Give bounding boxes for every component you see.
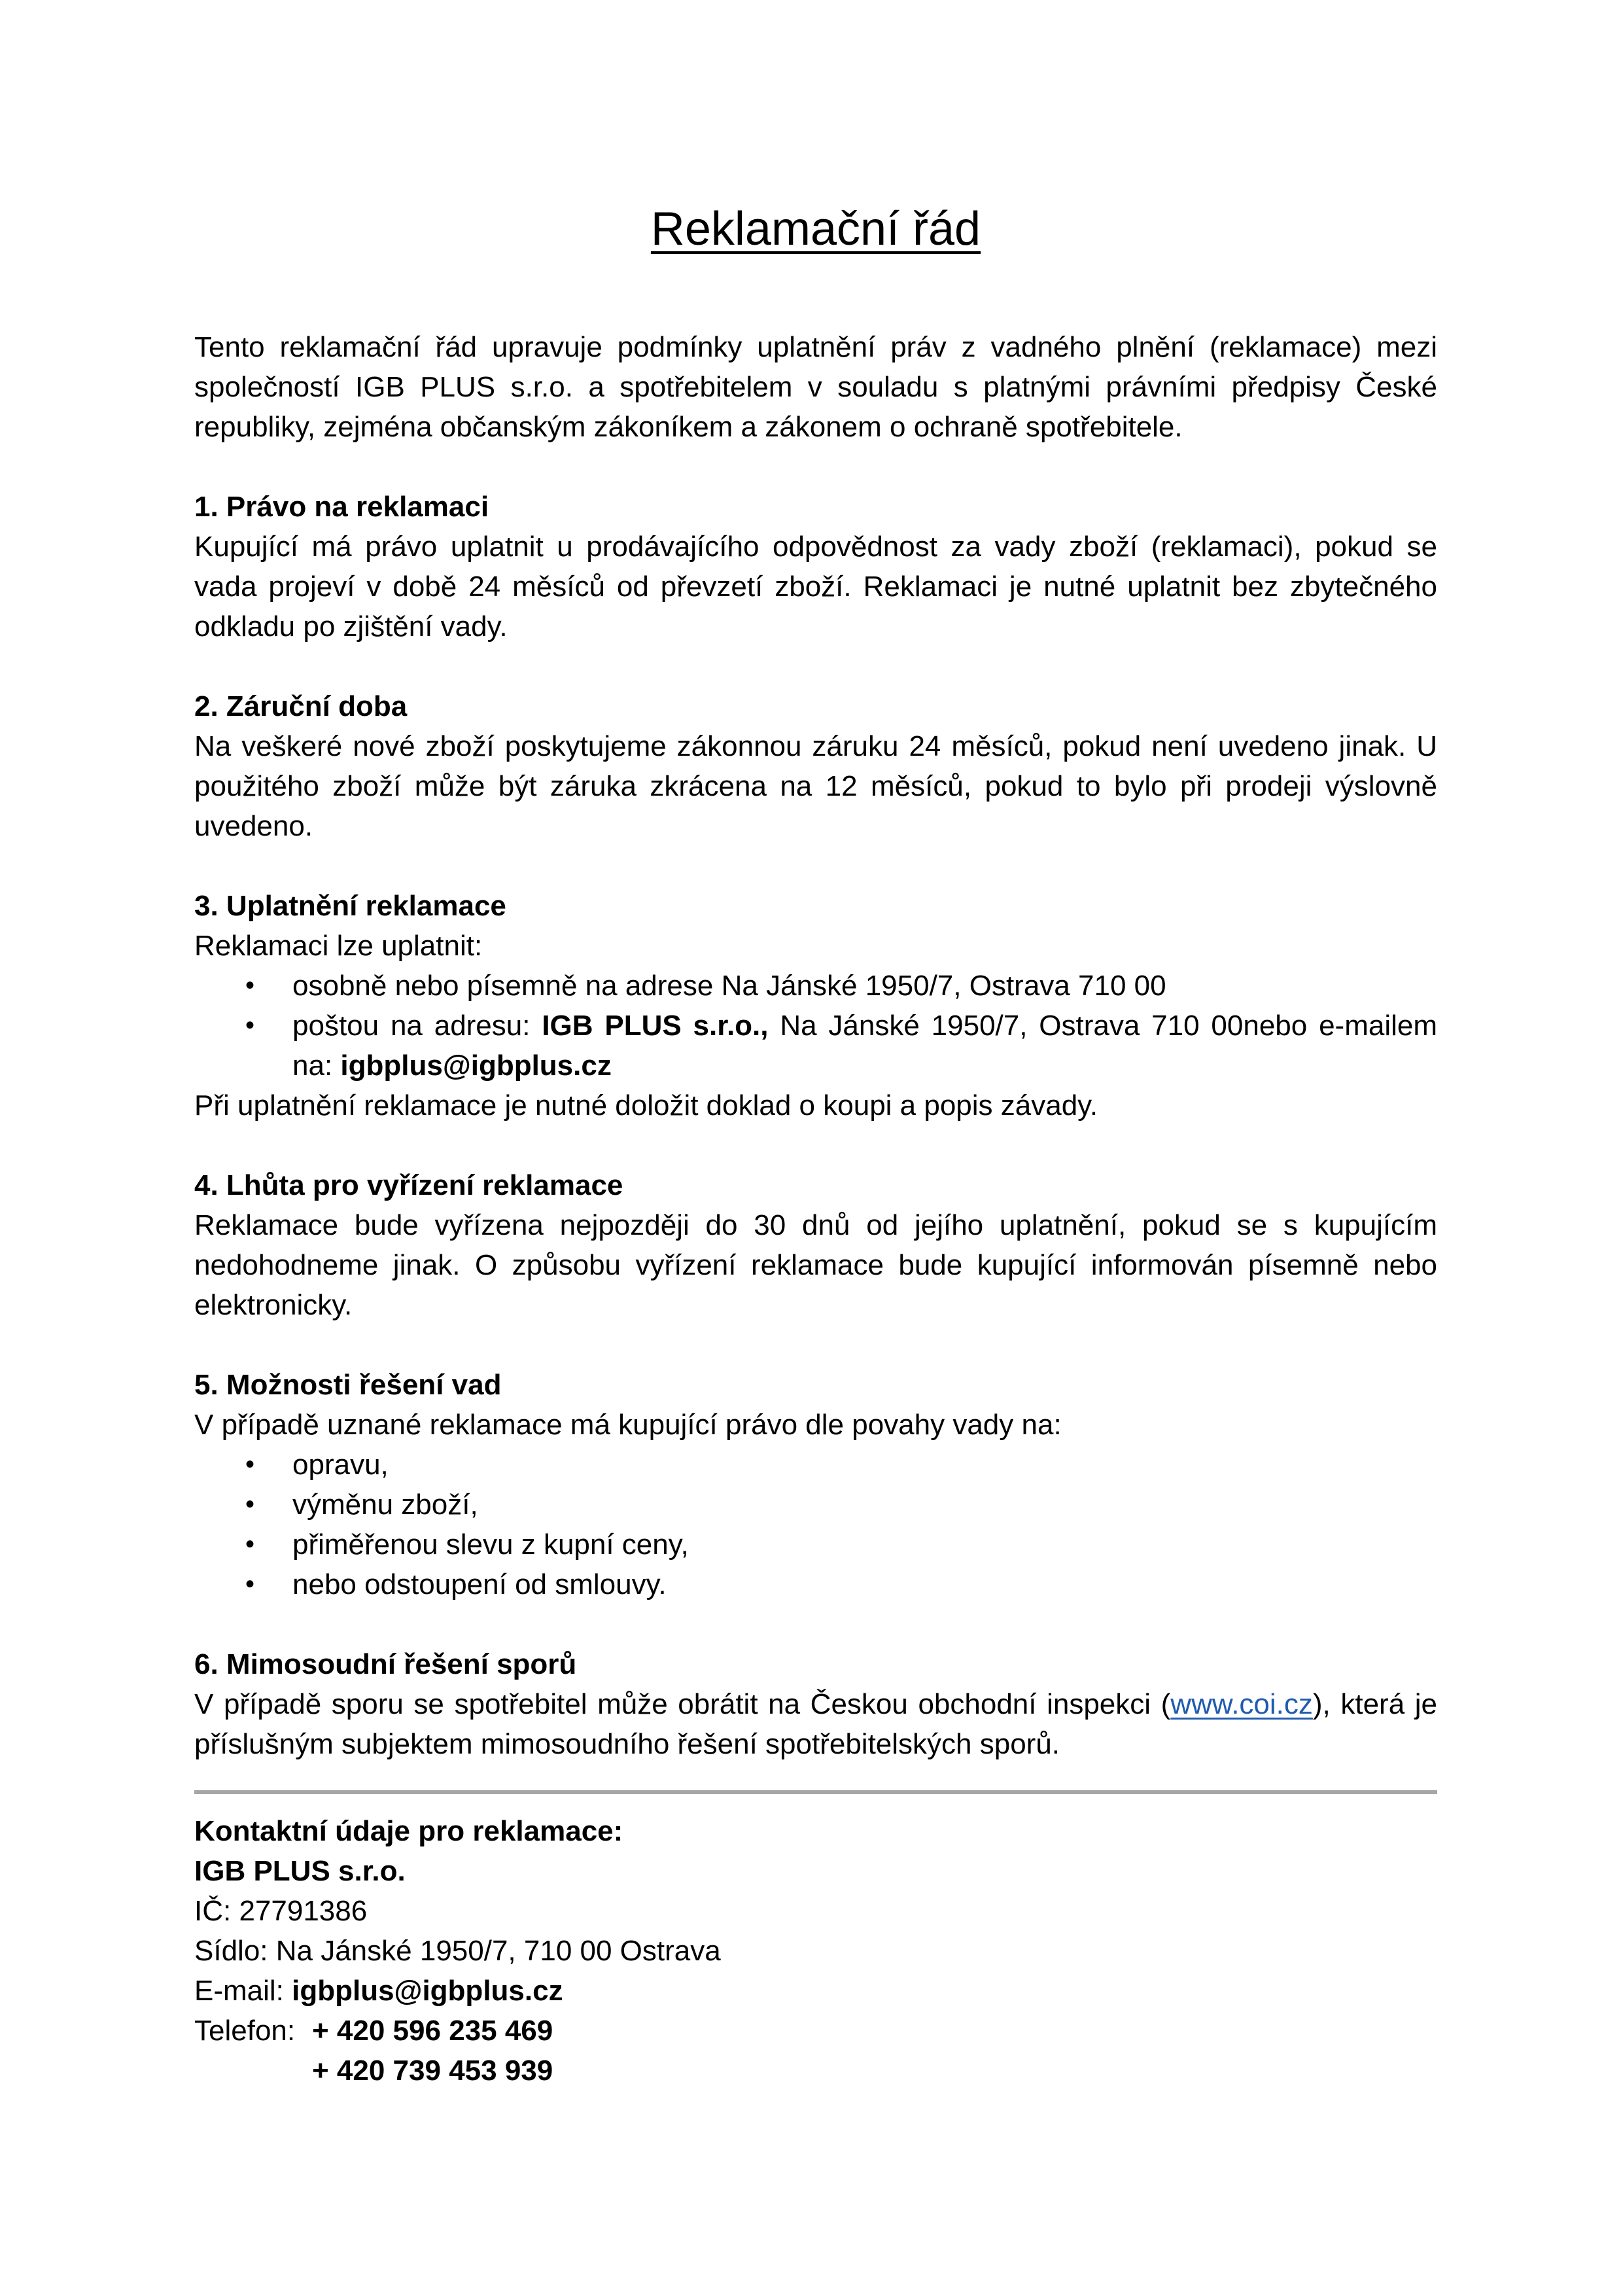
contact-email-value: igbplus@igbplus.cz (292, 1975, 563, 2007)
section-heading: 5. Možnosti řešení vad (194, 1369, 502, 1401)
contact-address: Sídlo: Na Jánské 1950/7, 710 00 Ostrava (194, 1935, 721, 1967)
contact-phone (194, 2011, 1437, 2091)
contact-company: IGB PLUS s.r.o. (194, 1855, 406, 1887)
section-text: Reklamaci lze uplatnit: (194, 930, 483, 962)
section-6 (194, 1644, 1437, 1764)
section-text: Kupující má právo uplatnit u prodávajícího odpovědnost za vady zboží (reklamaci), pokud se vada projeví v době 24 měsíců od převzetí zboží. Reklamaci je nutné uplatnit bez zbytečného odkladu po zjištění vady. (194, 531, 1437, 643)
list-item: • poštou na adresu: IGB PLUS s.r.o., Na Jánské 1950/7, Ostrava 710 00nebo e-mailem na: igbplus@igbplus.cz (194, 1006, 1437, 1086)
email-address: igbplus@igbplus.cz (340, 1050, 612, 1082)
company-name: IGB PLUS s.r.o., (542, 1010, 769, 1042)
section-5 (194, 1365, 1437, 1604)
section-note: Při uplatnění reklamace je nutné doložit doklad o koupi a popis závady. (194, 1089, 1098, 1122)
section-text: Reklamace bude vyřízena nejpozději do 30 dnů od jejího uplatnění, pokud se s kupujícím nedohodneme jinak. O způsobu vyřízení reklamace bude kupující informován písemně nebo elektronicky. (194, 1209, 1437, 1321)
list-item: • výměnu zboží, (194, 1485, 1437, 1525)
section-heading: 3. Uplatnění reklamace (194, 890, 506, 922)
list-item: • nebo odstoupení od smlouvy. (194, 1564, 1437, 1604)
section-1 (194, 487, 1437, 646)
section-heading: 2. Záruční doba (194, 690, 408, 722)
divider (194, 1790, 1437, 1794)
section-4 (194, 1165, 1437, 1325)
document-body (194, 327, 1437, 2091)
section-heading: 4. Lhůta pro vyřízení reklamace (194, 1169, 623, 1201)
phone-numbers (312, 2011, 553, 2091)
section-text: V případě sporu se spotřebitel může obrátit na Českou obchodní inspekci (www.coi.cz), která je příslušným subjektem mimosoudního řešení spotřebitelských sporů. (194, 1688, 1438, 1760)
phone-number: + 420 739 453 939 (312, 2055, 553, 2087)
page-title (194, 200, 1437, 258)
page-title-text: Reklamační řád (650, 203, 981, 255)
list-item: • přiměřenou slevu z kupní ceny, (194, 1525, 1437, 1564)
section-3 (194, 886, 1437, 1125)
contact-email: E-mail: igbplus@igbplus.cz (194, 1975, 563, 2007)
contact-block (194, 1811, 1437, 2091)
section-heading: 6. Mimosoudní řešení sporů (194, 1648, 577, 1680)
list-item: • opravu, (194, 1445, 1437, 1485)
contact-ic: IČ: 27791386 (194, 1895, 368, 1927)
section-heading: 1. Právo na reklamaci (194, 491, 489, 523)
coi-link[interactable]: www.coi.cz (1170, 1688, 1313, 1720)
intro-paragraph: Tento reklamační řád upravuje podmínky uplatnění práv z vadného plnění (reklamace) mezi společností IGB PLUS s.r.o. a spotřebitelem v souladu s platnými právními předpisy České republiky, zejména občanským zákoníkem a zákonem o ochraně spotřebitele. (194, 331, 1437, 443)
remedies-list (194, 1445, 1437, 1604)
section-text: Na veškeré nové zboží poskytujeme zákonnou záruku 24 měsíců, pokud není uvedeno jinak. U použitého zboží může být záruka zkrácena na 12 měsíců, pokud to bylo při prodeji výslovně uvedeno. (194, 730, 1437, 842)
contact-heading: Kontaktní údaje pro reklamace: (194, 1815, 623, 1847)
list-item: • osobně nebo písemně na adrese Na Jánské 1950/7, Ostrava 710 00 (194, 966, 1437, 1006)
section-2 (194, 686, 1437, 846)
section-text: V případě uznané reklamace má kupující právo dle povahy vady na: (194, 1409, 1062, 1441)
phone-number: + 420 596 235 469 (312, 2015, 553, 2047)
claim-methods-list (194, 966, 1437, 1086)
phone-label: Telefon: (194, 2015, 296, 2047)
